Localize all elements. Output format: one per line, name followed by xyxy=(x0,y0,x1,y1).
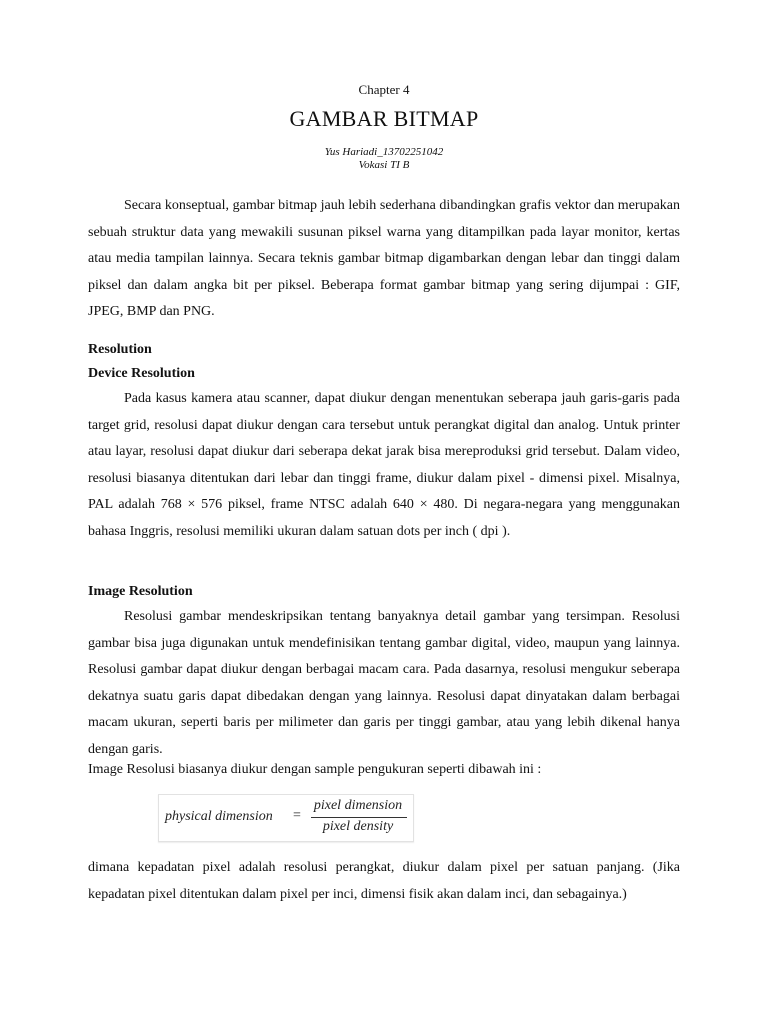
chapter-label: Chapter 4 xyxy=(358,82,410,97)
resolution-heading: Resolution xyxy=(88,342,152,357)
resolution-formula xyxy=(158,794,414,842)
formula-numerator: pixel dimension xyxy=(313,798,403,813)
page-title: GAMBAR BITMAP xyxy=(289,106,479,131)
image-resolution-heading: Image Resolution xyxy=(88,584,193,599)
author-name: Yus Hariadi_13702251042 xyxy=(324,146,444,158)
author-block xyxy=(0,146,768,172)
formula-equals: = xyxy=(293,808,301,823)
fraction-bar xyxy=(311,817,407,818)
formula-lhs: physical dimension xyxy=(165,809,273,824)
formula-denominator: pixel density xyxy=(322,819,394,834)
closing-paragraph: dimana kepadatan pixel adalah resolusi perangkat, diukur dalam pixel per satuan panjang. (Jika kepadatan pixel ditentukan dalam pixel per inci, dimensi fisik akan dalam inci, dan sebagainya.) xyxy=(88,860,680,902)
image-resolution-paragraph: Resolusi gambar mendeskripsikan tentang banyaknya detail gambar yang tersimpan. Resolusi gambar bisa juga digunakan untuk mendefinisikan tentang gambar digital, video, maupun yang lainnya. Resolusi gambar dapat diukur dengan berbagai macam cara. Pada dasarnya, resolusi mengukur seberapa dekatnya suatu garis dapat dibedakan dengan yang lainnya. Resolusi dapat dinyatakan dalam berbagai macam ukuran, seperti baris per milimeter dan garis per tinggi gambar, atau yang lebih dikenal hanya dengan garis. xyxy=(88,609,680,757)
device-resolution-heading: Device Resolution xyxy=(88,366,195,381)
device-resolution-paragraph: Pada kasus kamera atau scanner, dapat diukur dengan menentukan seberapa jauh garis-garis pada target grid, resolusi dapat diukur dengan cara tersebut untuk perangkat digital dan analog. Untuk printer atau layar, resolusi dapat diukur dari seberapa dekat jarak bisa mereproduksi grid tersebut. Dalam video, resolusi biasanya ditentukan dari lebar dan tinggi frame, diukur dalam pixel - dimensi pixel. Misalnya, PAL adalah 768 × 576 piksel, frame NTSC adalah 640 × 480. Di negara-negara yang menggunakan bahasa Inggris, resolusi memiliki ukuran dalam satuan dots per inch ( dpi ). xyxy=(88,391,680,539)
intro-paragraph: Secara konseptual, gambar bitmap jauh lebih sederhana dibandingkan grafis vektor dan merupakan sebuah struktur data yang mewakili susunan piksel warna yang ditampilkan pada layar monitor, kertas atau media tampilan lainnya. Secara teknis gambar bitmap digambarkan dengan lebar dan tinggi dalam piksel dan dalam angka bit per piksel. Beberapa format gambar bitmap yang sering dijumpai : GIF, JPEG, BMP dan PNG. xyxy=(88,198,680,319)
sample-intro-line: Image Resolusi biasanya diukur dengan sample pengukuran seperti dibawah ini : xyxy=(88,762,542,777)
author-class: Vokasi TI B xyxy=(358,159,410,171)
